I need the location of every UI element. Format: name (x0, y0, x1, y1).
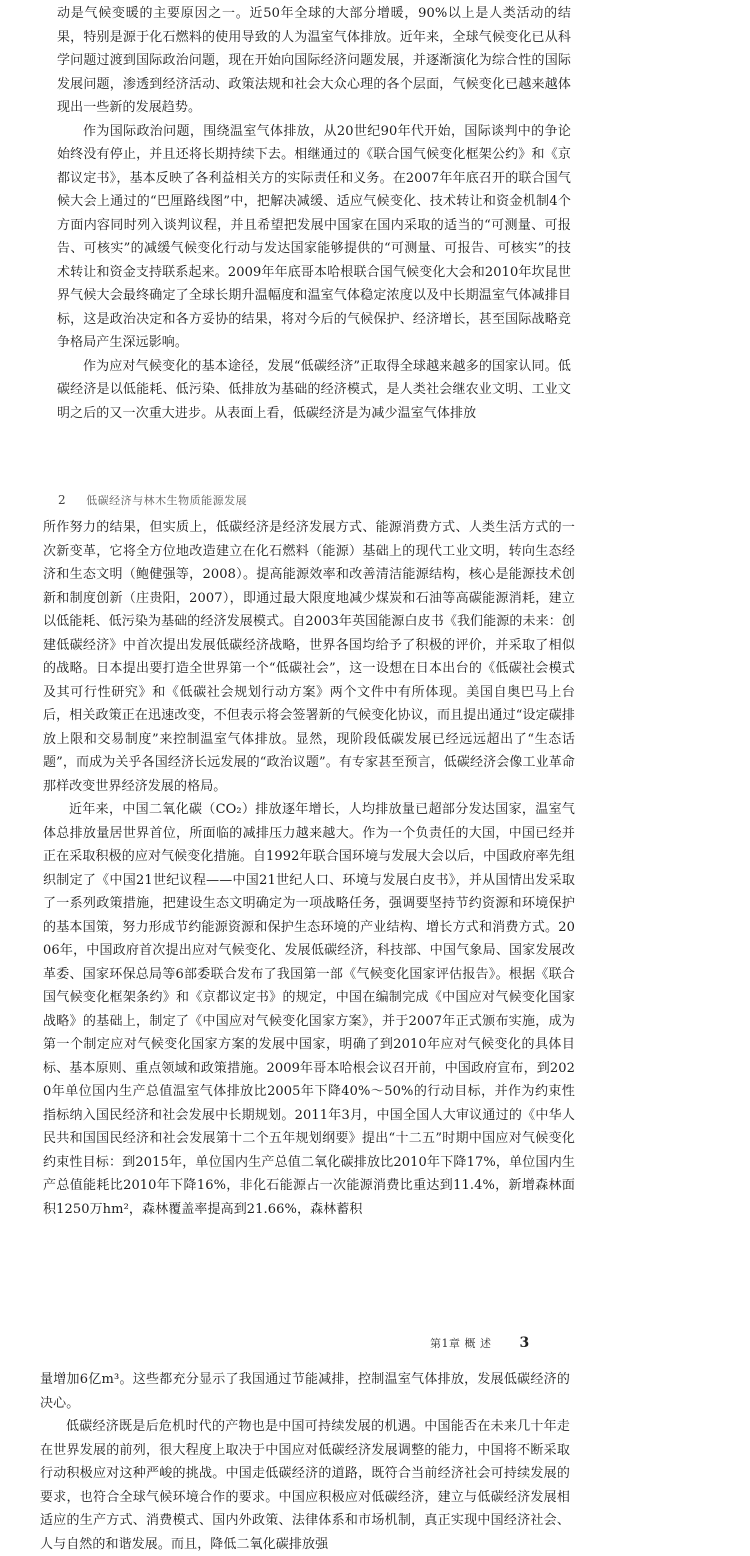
running-head: 第1章 概 述 (430, 1337, 492, 1350)
paragraph: 作为应对气候变化的基本途径，发展“低碳经济”正取得全球越来越多的国家认同。低碳经济是以低能耗、低污染、低排放为基础的经济模式，是人类社会继农业文明、工业文明之后的又一次重大进步。从表面上看，低碳经济是为减少温室气体排放 (57, 358, 571, 421)
page1-body (57, 2, 571, 425)
page3-header (430, 1335, 530, 1351)
running-head: 低碳经济与林木生物质能源发展 (86, 494, 248, 507)
page-number: 2 (58, 493, 67, 507)
paragraph: 低碳经济既是后危机时代的产物也是中国可持续发展的机遇。中国能否在未来几十年走在世界发展的前列，很大程度上取决于中国应对低碳经济发展调整的能力，中国将不断采取行动积极应对这种严峻的挑战。中国走低碳经济的道路，既符合当前经济社会可持续发展的要求，也符合全球气候环境合作的要求。中国应积极应对低碳经济，建立与低碳经济发展相适应的生产方式、消费模式、国内外政策、法律体系和市场机制，真正实现中国经济社会、人与自然的和谐发展。而且，降低二氧化碳排放强 (40, 1419, 570, 1552)
paragraph: 所作努力的结果，但实质上，低碳经济是经济发展方式、能源消费方式、人类生活方式的一次新变革，它将全方位地改造建立在化石燃料（能源）基础上的现代工业文明，转向生态经济和生态文明（鲍健强等，2008）。提高能源效率和改善清洁能源结构，核心是能源技术创新和制度创新（庄贵阳，2007），即通过最大限度地减少煤炭和石油等高碳能源消耗，建立以低能耗、低污染为基础的经济发展模式。自2003年英国能源白皮书《我们能源的未来：创建低碳经济》中首次提出发展低碳经济战略，世界各国均给予了积极的评价，并采取了相似的战略。日本提出要打造全世界第一个“低碳社会”，这一设想在日本出台的《低碳社会模式及其可行性研究》和《低碳社会规划行动方案》两个文件中有所体现。美国自奥巴马上台后，相关政策正在迅速改变，不但表示将会签署新的气候变化协议，而且提出通过“设定碳排放上限和交易制度”来控制温室气体排放。显然，现阶段低碳发展已经远远超出了“生态话题”，而成为关乎各国经济长远发展的“政治议题”。有专家甚至预言，低碳经济会像工业革命那样改变世界经济发展的格局。 (43, 520, 575, 794)
paragraph: 作为国际政治问题，围绕温室气体排放，从20世纪90年代开始，国际谈判中的争论始终没有停止，并且还将长期持续下去。相继通过的《联合国气候变化框架公约》和《京都议定书》，基本反映了各利益相关方的实际责任和义务。在2007年年底召开的联合国气候大会上通过的“巴厘路线图”中，把解决减缓、适应气候变化、技术转让和资金机制4个方面内容同时列入谈判议程，并且希望把发展中国家在国内采取的适当的“可测量、可报告、可核实”的减缓气候变化行动与发达国家能够提供的“可测量、可报告、可核实”的技术转让和资金支持联系起来。2009年年底哥本哈根联合国气候变化大会和2010年坎昆世界气候大会最终确定了全球长期升温幅度和温室气体稳定浓度以及中长期温室气体减排目标，这是政治决定和各方妥协的结果，将对今后的气候保护、经济增长，甚至国际战略竞争格局产生深远影响。 (57, 123, 571, 350)
page2-header (58, 492, 247, 508)
paragraph: 近年来，中国二氧化碳（CO₂）排放逐年增长，人均排放量已超部分发达国家，温室气体总排放量居世界首位，所面临的减排压力越来越大。作为一个负责任的大国，中国已经并正在采取积极的应对气候变化措施。自1992年联合国环境与发展大会以后，中国政府率先组织制定了《中国21世纪议程——中国21世纪人口、环境与发展白皮书》，并从国情出发采取了一系列政策措施，把建设生态文明确定为一项战略任务，强调要坚持节约资源和环境保护的基本国策，努力形成节约能源资源和保护生态环境的产业结构、增长方式和消费方式。2006年，中国政府首次提出应对气候变化、发展低碳经济，科技部、中国气象局、国家发展改革委、国家环保总局等6部委联合发布了我国第一部《气候变化国家评估报告》。根据《联合国气候变化框架条约》和《京都议定书》的规定，中国在编制完成《中国应对气候变化国家战略》的基础上，制定了《中国应对气候变化国家方案》，并于2007年正式颁布实施，成为第一个制定应对气候变化国家方案的发展中国家，明确了到2010年应对气候变化的具体目标、基本原则、重点领域和政策措施。2009年哥本哈根会议召开前，中国政府宣布，到2020年单位国内生产总值温室气体排放比2005年下降40%～50%的行动目标，并作为约束性指标纳入国民经济和社会发展中长期规划。2011年3月，中国全国人大审议通过的《中华人民共和国国民经济和社会发展第十二个五年规划纲要》提出“十二五”时期中国应对气候变化约束性目标：到2015年，单位国内生产总值二氧化碳排放比2010年下降17%，单位国内生产总值能耗比2010年下降16%，非化石能源占一次能源消费比重达到11.4%，新增森林面积1250万hm²，森林覆盖率提高到21.66%，森林蓄积 (43, 802, 575, 1217)
page-number: 3 (519, 1335, 530, 1351)
paragraph: 量增加6亿m³。这些都充分显示了我国通过节能减排，控制温室气体排放，发展低碳经济的决心。 (40, 1372, 570, 1411)
paragraph: 动是气候变暖的主要原因之一。近50年全球的大部分增暖，90%以上是人类活动的结果，特别是源于化石燃料的使用导致的人为温室气体排放。近年来，全球气候变化已从科学问题过渡到国际政治问题，现在开始向国际经济问题发展，并逐渐演化为综合性的国际发展问题，渗透到经济活动、政策法规和社会大众心理的各个层面，气候变化已越来越体现出一些新的发展趋势。 (57, 6, 571, 115)
page3-body (40, 1368, 570, 1556)
page2-body (43, 516, 575, 1221)
